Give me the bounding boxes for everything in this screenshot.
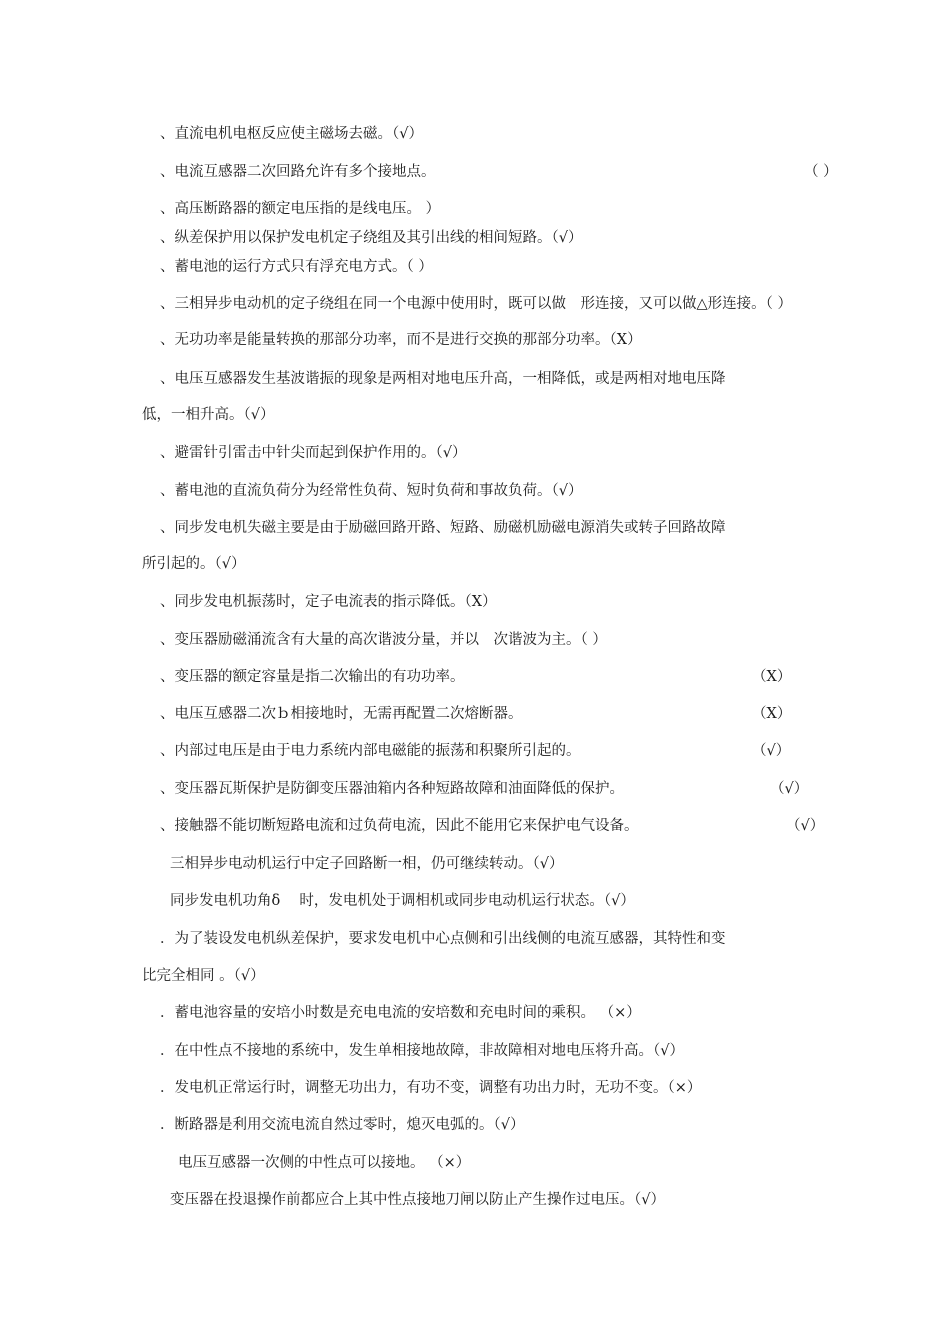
- answer-mark: （√）: [770, 781, 809, 797]
- statement-line-continuation: 低，一相升高。（√）: [142, 407, 275, 423]
- statement-line: 、电压互感器二次ｂ相接地时，无需再配置二次熔断器。: [160, 706, 523, 722]
- statement-line: ．发电机正常运行时，调整无功出力，有功不变，调整有功出力时，无功不变。（×）: [160, 1080, 702, 1096]
- statement-line: 三相异步电动机运行中定子回路断一相，仍可继续转动。（√）: [170, 856, 564, 872]
- statement-line: 、内部过电压是由于电力系统内部电磁能的振荡和积聚所引起的。: [160, 743, 581, 759]
- statement-line: 、变压器瓦斯保护是防御变压器油箱内各种短路故障和油面降低的保护。: [160, 781, 624, 797]
- statement-line: 、接触器不能切断短路电流和过负荷电流，因此不能用它来保护电气设备。: [160, 818, 639, 834]
- statement-line: 、变压器励磁涌流含有大量的高次谐波分量，并以 次谐波为主。（ ）: [160, 632, 607, 648]
- statement-line: 、三相异步电动机的定子绕组在同一个电源中使用时，既可以做 形连接，又可以做△形连接。（ ）: [160, 296, 793, 312]
- statement-line: ．在中性点不接地的系统中，发生单相接地故障，非故障相对地电压将升高。（√）: [160, 1043, 684, 1059]
- statement-line: 、高压断路器的额定电压指的是线电压。 ）: [160, 201, 441, 217]
- answer-mark: （ ）: [804, 164, 838, 180]
- statement-line: 、电压互感器发生基波谐振的现象是两相对地电压升高，一相降低，或是两相对地电压降: [160, 371, 726, 387]
- statement-line: 电压互感器一次侧的中性点可以接地。 （×）: [178, 1155, 471, 1171]
- statement-line: 、电流互感器二次回路允许有多个接地点。: [160, 164, 436, 180]
- statement-line: 、避雷针引雷击中针尖而起到保护作用的。（√）: [160, 445, 467, 461]
- answer-mark: （X）: [752, 669, 792, 685]
- statement-line: ．断路器是利用交流电流自然过零时，熄灭电弧的。（√）: [160, 1117, 525, 1133]
- statement-line: 同步发电机功角δ 时，发电机处于调相机或同步电动机运行状态。（√）: [170, 893, 635, 909]
- statement-line: 、无功功率是能量转换的那部分功率，而不是进行交换的那部分功率。（X）: [160, 332, 642, 348]
- statement-line: ．为了装设发电机纵差保护，要求发电机中心点侧和引出线侧的电流互感器，其特性和变: [160, 931, 726, 947]
- statement-line: 、同步发电机振荡时，定子电流表的指示降低。（X）: [160, 594, 497, 610]
- statement-line-continuation: 所引起的。（√）: [142, 556, 246, 572]
- statement-line: 、蓄电池的直流负荷分为经常性负荷、短时负荷和事故负荷。（√）: [160, 483, 583, 499]
- statement-line: ．蓄电池容量的安培小时数是充电电流的安培数和充电时间的乘积。 （×）: [160, 1005, 641, 1021]
- answer-mark: （√）: [786, 818, 825, 834]
- statement-line: 、直流电机电枢反应使主磁场去磁。（√）: [160, 126, 423, 142]
- answer-mark: （√）: [752, 743, 791, 759]
- statement-line-continuation: 比完全相同 。（√）: [142, 968, 265, 984]
- statement-line: 、同步发电机失磁主要是由于励磁回路开路、短路、励磁机励磁电源消失或转子回路故障: [160, 520, 726, 536]
- statement-line: 变压器在投退操作前都应合上其中性点接地刀闸以防止产生操作过电压。（√）: [170, 1192, 665, 1208]
- answer-mark: （X）: [752, 706, 792, 722]
- statement-line: 、蓄电池的运行方式只有浮充电方式。（ ）: [160, 259, 433, 275]
- statement-line: 、纵差保护用以保护发电机定子绕组及其引出线的相间短路。（√）: [160, 230, 583, 246]
- statement-line: 、变压器的额定容量是指二次输出的有功功率。: [160, 669, 465, 685]
